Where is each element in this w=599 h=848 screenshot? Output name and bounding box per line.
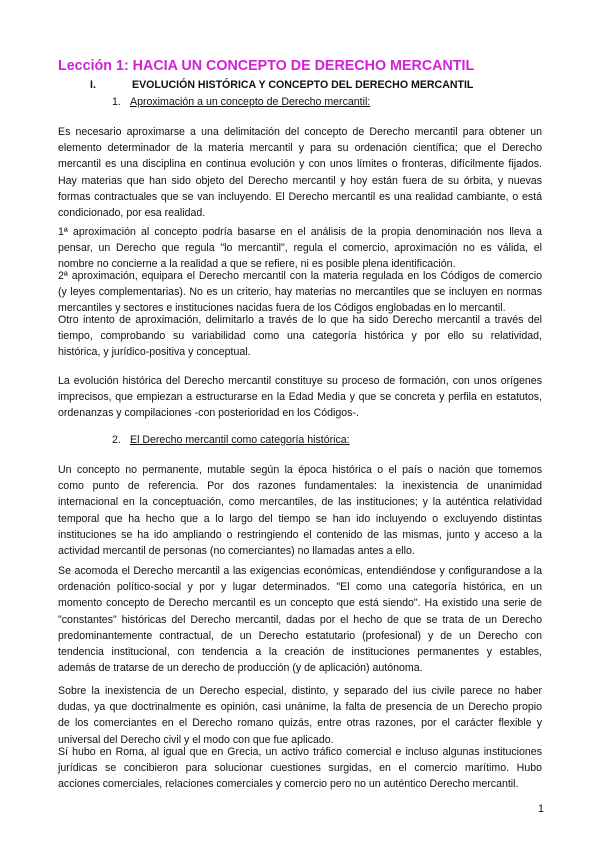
text-line: La evolución histórica del Derecho mercantil constituye su proceso de formación, con unos orígenes [58,375,542,387]
text-line: formas contractuales que se van incluyendo. El Derecho mercantil es una realidad cambiante, o está [58,190,542,203]
text-line: "constantes" históricas del Derecho mercantil, dadas por el hecho de que se trata de un Derecho [58,613,542,626]
subsection-2-heading: El Derecho mercantil como categoría histórica: [130,434,350,446]
text-line: universal del Derecho civil y el modo con que fue aplicado. [58,733,334,746]
text-line: Sí hubo en Roma, al igual que en Grecia, un activo tráfico comercial e incluso algunas instituciones [58,746,542,758]
text-line: Sobre la inexistencia de un Derecho especial, distinto, y separado del ius civile parece no haber [58,685,542,697]
text-line: histórica, y jurídico-positiva y conceptual. [58,346,251,359]
subsection-1-number: 1. [112,96,121,108]
page-title: Lección 1: HACIA UN CONCEPTO DE DERECHO MERCANTIL [58,58,475,74]
paragraph-5 [58,373,542,422]
text-line: nombre no concierne a la realidad a que se refiere, ni es posible plena identificación. [58,258,456,271]
text-line: 2ª aproximación, equipara el Derecho mercantil con la materia regulada en los Códigos de comercio [58,270,542,282]
text-line: ordenación político-social y por y lugar determinados. "El como una categoría histórica, en un [58,581,542,594]
text-line: Hay materias que han sido objeto del Derecho mercantil y hoy están fuera de su órbita, y nuevas [58,174,542,187]
text-line: tiempo, comprobando su variabilidad como una categoría histórica y por ello su relatividad, [58,330,542,343]
text-line: Un concepto no permanente, mutable según la época histórica o el país o nación que tomemos [58,464,542,476]
text-line: mercantiles y sectores e instituciones nacidas fuera de los Códigos englobadas en lo mercantil. [58,302,506,315]
paragraph-3 [58,268,542,317]
paragraph-7 [58,563,542,676]
text-line: como punto de referencia. Por dos razones fundamentales: la inexistencia de unanimidad [58,480,542,493]
text-line: internacional en la conceptuación, como mercantiles, de las instituciones; y la auténtica relatividad [58,496,542,509]
paragraph-6 [58,462,542,559]
text-line: condicionado, por esa realidad. [58,207,206,220]
text-line: instituciones se ha ido ampliando o restringiendo el contenido de las mismas, junto y acceso a la [58,528,542,541]
text-line: dudas, ya que doctrinalmente es opinión, casi unánime, la falta de presencia de un Derecho propio [58,701,542,714]
paragraph-2 [58,224,542,273]
section-number: I. [90,79,96,91]
text-line: elemento determinador de la materia mercantil y para su ordenación científica; que el Derecho [58,142,542,155]
text-line: tendencia institucional, con tendencia a la creación de instituciones permanentes y estables, [58,646,542,659]
text-line: Se acomoda el Derecho mercantil a las exigencias económicas, entendiéndose y configurandose a la [58,565,542,577]
text-line: temporal que ha hecho que a lo largo del tiempo se han ido incluyendo o excluyendo distintas [58,512,542,525]
text-line: además de tratarse de un derecho de producción (y de aplicación) autónoma. [58,662,423,675]
page-number: 1 [538,803,544,815]
section-heading: EVOLUCIÓN HISTÓRICA Y CONCEPTO DEL DERECHO MERCANTIL [132,79,474,91]
text-line: imprecisos, que empiezan a estructurarse en la Edad Media y que se concreta y perfila en estatutos, [58,391,542,404]
text-line: mercantil es una disciplina en continua evolución y con unos límites o fronteras, difícilmente fijados. [58,158,542,171]
text-line: (y leyes complementarias). No es un criterio, hay materias no mercantiles que se incluyen en normas [58,286,542,299]
text-line: pensar, un Derecho que regula "lo mercantil", regula el comercio, aproximación no es válida, el [58,242,542,255]
paragraph-8 [58,683,542,748]
text-line: predominantemente contractual, de un Derecho estatutario (profesional) y de un Derecho con [58,629,542,642]
paragraph-4 [58,312,542,361]
text-line: ordenanzas y compilaciones -con posterioridad en los Códigos-. [58,407,359,420]
subsection-1-heading: Aproximación a un concepto de Derecho mercantil: [130,96,371,108]
paragraph-1 [58,124,542,221]
subsection-2-number: 2. [112,434,121,446]
text-line: de los comerciantes en el Derecho romano quizás, entre otras razones, por el carácter flexible y [58,717,542,730]
text-line: acciones comerciales, relaciones comerciales y comercio pero no un auténtico Derecho mercantil. [58,778,519,791]
text-line: Otro intento de aproximación, delimitarlo a través de lo que ha sido Derecho mercantil a través del [58,314,542,326]
text-line: 1ª aproximación al concepto podría basarse en el análisis de la propia denominación nos lleva a [58,226,542,238]
paragraph-9 [58,744,542,793]
text-line: momento concepto de Derecho mercantil es un concepto que está siendo". Ha existido una serie de [58,597,542,610]
text-line: jurídicas se concibieron para solucionar cuestiones surgidas, en el comercio marítimo. Hubo [58,762,542,775]
text-line: Es necesario aproximarse a una delimitación del concepto de Derecho mercantil para obtener un [58,126,542,138]
text-line: actividad mercantil de personas (no comerciantes) no llamadas antes a ello. [58,545,415,558]
